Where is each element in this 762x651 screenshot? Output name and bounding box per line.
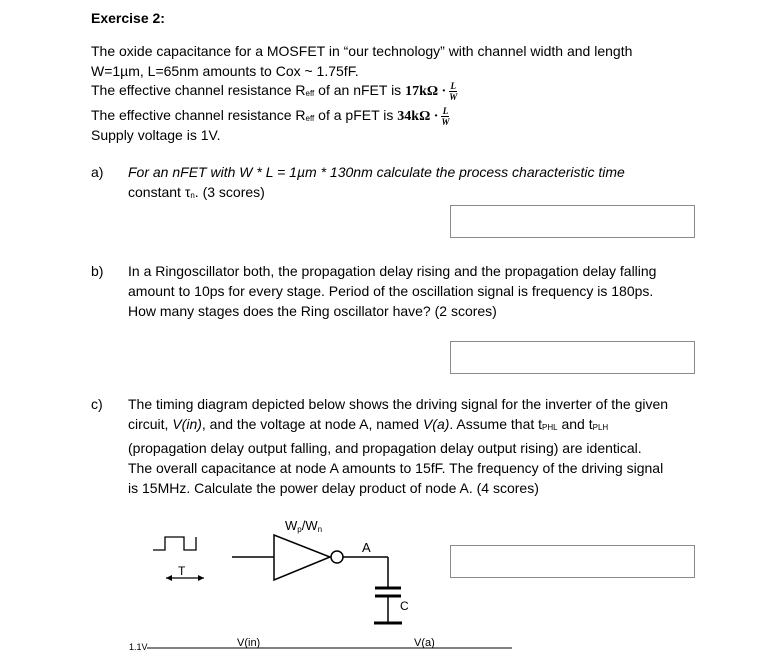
period-arrow-left-icon: [166, 575, 172, 581]
period-arrow-right-icon: [198, 575, 204, 581]
va-label: V(a): [414, 637, 435, 649]
vin-label: V(in): [237, 637, 261, 649]
tau-subscript: n: [190, 191, 195, 200]
question-b-line-2: amount to 10ps for every stage. Period of the oscillation signal is frequency is 180ps.: [128, 283, 654, 299]
fraction-denominator: W: [441, 116, 450, 127]
capacitor-label: C: [400, 599, 409, 613]
question-c-line-5: is 15MHz. Calculate the power delay product of node A. (4 scores): [128, 480, 539, 496]
exercise-title: Exercise 2:: [91, 10, 165, 26]
width-ratio-n: n: [317, 525, 323, 534]
question-a-text: [128, 162, 625, 206]
pfet-resistance-mid: of a pFET is: [314, 107, 398, 123]
width-ratio-slash: /W: [301, 518, 318, 533]
question-a-line-2: [128, 182, 625, 206]
period-label: T: [178, 564, 186, 578]
inverter-bubble-icon: [331, 551, 343, 563]
question-b-label: b): [91, 263, 104, 279]
question-c-line-2: [128, 414, 668, 438]
inverter-circuit-diagram: [0, 500, 762, 651]
width-ratio-p: p: [297, 525, 302, 534]
inverter-triangle-icon: [274, 535, 330, 580]
fraction-denominator: W: [449, 91, 458, 102]
intro-line-2: W=1µm, L=65nm amounts to Cox ~ 1.75fF.: [91, 63, 359, 79]
question-c-line-2-mid: , and the voltage at node A, named: [201, 416, 423, 432]
tplh-subscript: PLH: [592, 423, 609, 432]
width-ratio-label: [285, 518, 322, 534]
question-c-line-1: The timing diagram depicted below shows the driving signal for the inverter of the given: [128, 396, 669, 412]
question-a-scores: . (3 scores): [194, 184, 265, 200]
question-c-line-2-pre: circuit,: [128, 416, 173, 432]
question-c-label: c): [91, 396, 103, 412]
vin-italic: V(in): [172, 416, 202, 432]
width-ratio-w: W: [285, 518, 298, 533]
pfet-resistance-value: 34kΩ ·: [397, 109, 439, 124]
question-c-text: [128, 394, 668, 498]
eff-subscript: eff: [305, 89, 315, 98]
tphl-subscript: PHL: [542, 423, 558, 432]
question-a-tau: constant τ: [128, 184, 191, 200]
intro-paragraph: [91, 41, 632, 81]
pulse-waveform-icon: [153, 537, 196, 550]
question-b-line-3: How many stages does the Ring oscillator have? (2 scores): [128, 303, 497, 319]
answer-box-a[interactable]: [450, 205, 695, 238]
nfet-resistance-value: 17kΩ ·: [405, 84, 447, 99]
pfet-resistance-text: The effective channel resistance R: [91, 107, 306, 123]
l-over-w-fraction: [449, 81, 457, 102]
va-italic: V(a): [422, 416, 450, 432]
intro-line-3: [91, 80, 457, 104]
voltage-level-label: 1.1V: [129, 642, 148, 651]
intro-line-1: The oxide capacitance for a MOSFET in “our technology” with channel width and length: [91, 43, 633, 59]
eff-subscript: eff: [305, 114, 315, 123]
answer-box-b[interactable]: [450, 341, 695, 374]
question-a-italic: For an nFET with W * L = 1µm * 130nm calculate the process characteristic time: [128, 164, 625, 180]
l-over-w-fraction: [441, 106, 449, 127]
question-b-line-1: In a Ringoscillator both, the propagation delay rising and the propagation delay falling: [128, 263, 657, 279]
nfet-resistance-mid: of an nFET is: [314, 82, 406, 98]
intro-line-5: Supply voltage is 1V.: [91, 127, 221, 143]
node-a-label: A: [362, 540, 371, 555]
question-c-line-2-post: . Assume that t: [449, 416, 543, 432]
question-c-line-3: (propagation delay output falling, and propagation delay output rising) are identical.: [128, 440, 642, 456]
fraction-numerator: L: [450, 80, 456, 91]
fraction-numerator: L: [442, 105, 449, 116]
question-c-line-2-and: and t: [557, 416, 593, 432]
question-c-line-4: The overall capacitance at node A amounts to 15fF. The frequency of the driving signal: [128, 460, 664, 476]
question-b-text: [128, 261, 656, 321]
nfet-resistance-text: The effective channel resistance R: [91, 82, 306, 98]
question-a-label: a): [91, 164, 104, 180]
question-a-line-1: [128, 162, 625, 182]
